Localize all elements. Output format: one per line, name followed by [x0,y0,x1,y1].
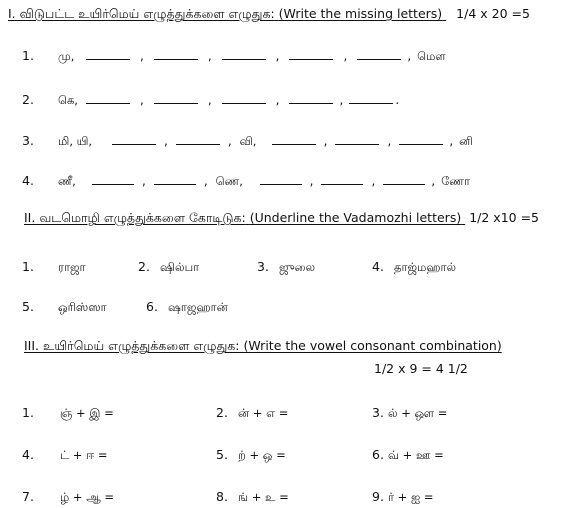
section-3-heading-tamil: III. உயிர்மெய் எழுத்துக்களை எழுதுக: [24,338,240,353]
section-1-marks: 1/4 x 20 =5 [456,6,530,21]
vadamozhi-item-4 [372,256,456,276]
vadamozhi-item-3 [257,256,315,276]
row-number: 4. [22,173,34,188]
answer-blank[interactable] [335,135,379,145]
item-number: 6. [372,447,384,462]
answer-blank[interactable] [289,50,333,60]
item-number: 3. [372,405,384,420]
expression: ஞ் + இ = [60,406,114,420]
expression: ல் + ஔ = [388,406,448,420]
section-1-heading [8,6,530,23]
section-3-marks: 1/2 x 9 = 4 1/2 [374,361,468,376]
item-number: 5. [22,299,34,314]
answer-blank[interactable] [86,50,130,60]
start-letters: கெ, [58,93,78,107]
item-number: 8. [216,489,228,504]
item-number: 2. [216,405,228,420]
section-2-marks: 1/2 x10 =5 [469,210,539,225]
answer-blank[interactable] [289,94,333,104]
answer-blank[interactable] [383,175,425,185]
section-1-heading-tamil: I. விடுபட்ட உயிர்மெய் எழுத்துக்களை எழுதுக: [8,6,275,21]
row-number: 2. [22,92,34,107]
answer-blank[interactable] [92,175,134,185]
vadamozhi-item-5 [22,296,107,316]
vadamozhi-item-6 [146,296,228,316]
item-number: 6. [146,299,158,314]
word[interactable]: ஜுலை [279,260,315,274]
item-number: 3. [257,259,269,274]
mid-letter: வி, [239,134,257,148]
expression: வ் + ஊ = [388,448,444,462]
item-number: 5. [216,447,228,462]
mid-letter: ணெ, [215,174,243,188]
item-number: 7. [22,489,34,504]
item-number: 4. [22,447,34,462]
combination-item-4 [22,444,108,464]
answer-blank[interactable] [86,94,130,104]
expression: ர் + ஐ = [388,490,434,504]
vadamozhi-item-2 [138,256,199,276]
answer-blank[interactable] [176,135,220,145]
start-letters: மி, யி, [58,134,93,148]
item-number: 4. [372,259,384,274]
combination-item-9 [372,486,433,506]
item-number: 9. [372,489,384,504]
combination-item-2 [216,402,288,422]
combination-item-5 [216,444,286,464]
word[interactable]: ஷாஜஹான் [168,300,228,314]
answer-blank[interactable] [349,94,393,104]
answer-blank[interactable] [357,50,401,60]
expression: ன் + எ = [238,406,289,420]
combination-item-1 [22,402,114,422]
word[interactable]: தாஜ்மஹால் [394,260,456,274]
sec1-row-1: 1. மு, , , , , , மௌ [22,48,446,63]
vadamozhi-item-1 [22,256,86,276]
answer-blank[interactable] [222,50,266,60]
answer-blank[interactable] [222,94,266,104]
sec1-row-2: 2. கெ, , , , , . [22,92,400,107]
item-number: 1. [22,259,34,274]
answer-blank[interactable] [321,175,363,185]
expression: ங் + உ = [238,490,289,504]
sec1-row-4: 4. ணீ, , , ணெ, , , , ணோ [22,173,470,188]
sec1-row-3: 3. மி, யி, , , வி, , , , னி [22,133,473,148]
answer-blank[interactable] [112,135,156,145]
word[interactable]: ராஜா [58,260,86,274]
answer-blank[interactable] [260,175,302,185]
combination-item-6 [372,444,444,464]
expression: ற் + ஒ = [238,448,286,462]
answer-blank[interactable] [154,175,196,185]
expression: ழ் + ஆ = [60,490,115,504]
row-number: 3. [22,133,34,148]
answer-blank[interactable] [154,94,198,104]
item-number: 1. [22,405,34,420]
start-letters: மு, [58,49,75,63]
combination-item-7 [22,486,114,506]
end-letter: னி [459,134,473,148]
combination-item-8 [216,486,289,506]
end-letter: மௌ [417,49,446,63]
expression: ட் + ஈ = [60,448,108,462]
section-2-heading-english: (Underline the Vadamozhi letters) [249,210,462,225]
answer-blank[interactable] [399,135,443,145]
answer-blank[interactable] [154,50,198,60]
section-2-heading [24,210,539,227]
combination-item-3 [372,402,447,422]
start-letters: ணீ, [58,174,76,188]
word[interactable]: ஒரிஸ்ஸா [58,300,107,314]
end-letter: ணோ [441,174,470,188]
section-1-heading-english: (Write the missing letters) [278,6,443,21]
row-number: 1. [22,48,34,63]
item-number: 2. [138,259,150,274]
section-3-heading-english: (Write the vowel consonant combination) [243,338,502,353]
section-3-heading [24,338,502,355]
section-2-heading-tamil: II. வடமொழி எழுத்துக்களை கோடிடுக: [24,210,246,225]
word[interactable]: ஷில்பா [160,260,200,274]
answer-blank[interactable] [272,135,316,145]
